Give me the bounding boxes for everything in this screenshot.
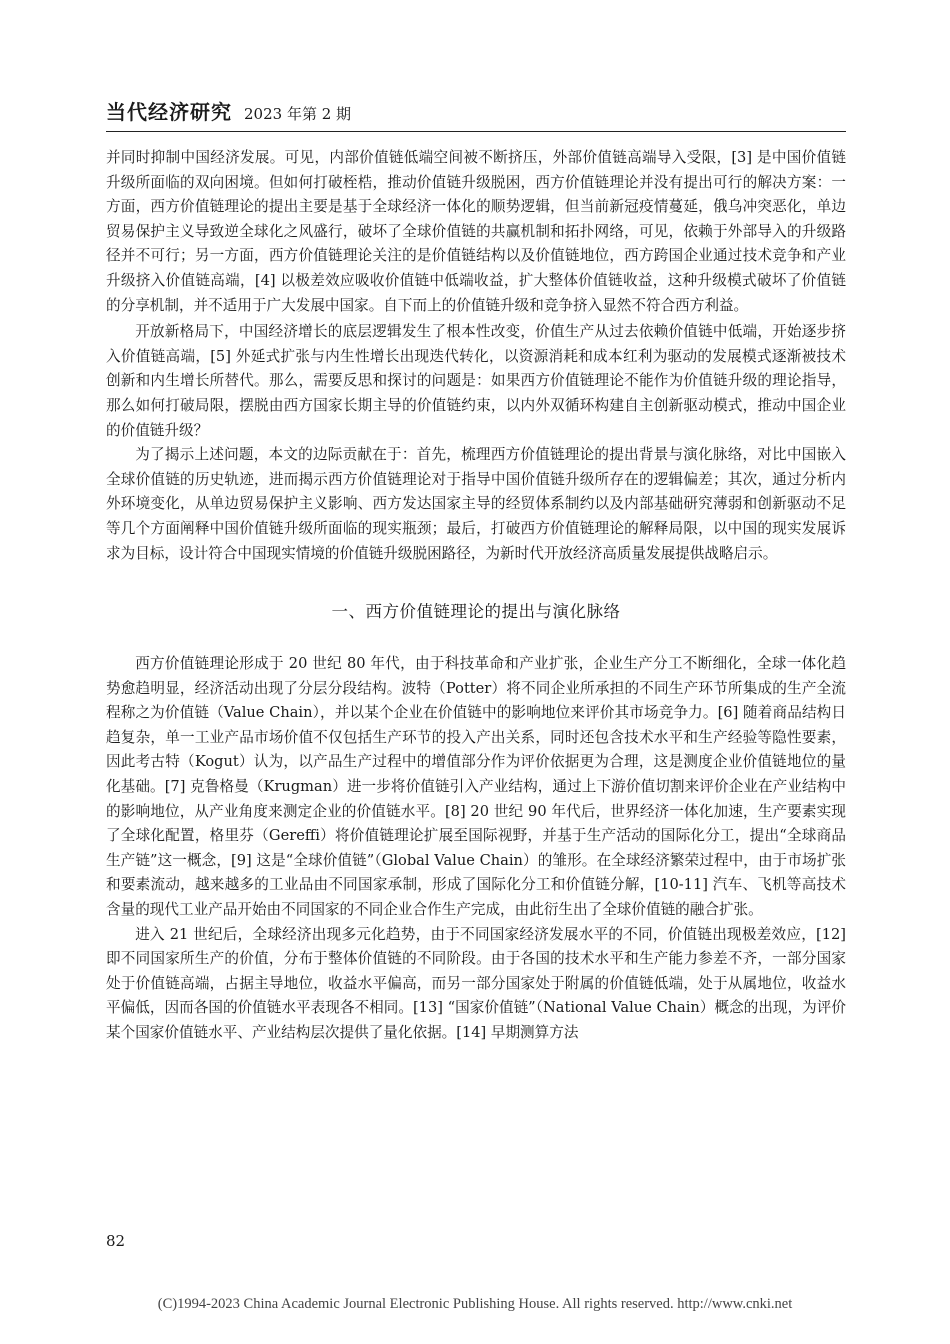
page-number: 82 xyxy=(106,1232,126,1250)
section-paragraph-1: 西方价值链理论形成于 20 世纪 80 年代，由于科技革命和产业扩张，企业生产分工不断细化，全球一体化趋势愈趋明显，经济活动出现了分层分段结构。波特（Potter）将不同企业所承担的不同生产环节所集成的生产全流程称之为价值链（Value Chain），并以某个企业在价值链中的影响地位来评价其市场竞争力。[6] 随着商品结构日趋复杂，单一工业产品市场价值不仅包括生产环节的投入产出关系，同时还包含技术水平和生产经验等隐性要素，因此考古特（Kogut）认为，以产品生产过程中的增值部分作为评价依据更为合理，这是测度企业价值链地位的量化基础。[7] 克鲁格曼（Krugman）进一步将价值链引入产业结构，通过上下游价值切割来评价企业在产业结构中的影响地位，从产业角度来测定企业的价值链水平。[8] 20 世纪 90 年代后，世界经济一体化加速，生产要素实现了全球化配置，格里芬（Gereffi）将价值链理论扩展至国际视野，并基于生产活动的国际化分工，提出“全球商品生产链”这一概念，[9] 这是“全球价值链”（Global Value Chain）的雏形。在全球经济繁荣过程中，由于市场扩张和要素流动，越来越多的工业品由不同国家承制，形成了国际化分工和价值链分解，[10-11] 汽车、飞机等高技术含量的现代工业产品开始由不同国家的不同企业合作生产完成，由此衍生出了全球价值链的融合扩张。 xyxy=(106,655,846,919)
issue-label: 2023 年第 2 期 xyxy=(244,105,352,123)
paragraph-1: 并同时抑制中国经济发展。可见，内部价值链低端空间被不断挤压，外部价值链高端导入受限，[3] 是中国价值链升级所面临的双向困境。但如何打破桎梏，推动价值链升级脱困，西方价值链理论并没有提出可行的解决方案：一方面，西方价值链理论的提出主要是基于全球经济一体化的顺势逻辑，但当前新冠疫情蔓延，俄乌冲突恶化，单边贸易保护主义导致逆全球化之风盛行，破坏了全球价值链的共赢机制和拓扑网络，可见，依赖于外部导入的升级路径并不可行；另一方面，西方价值链理论关注的是价值链结构以及价值链地位，西方跨国企业通过技术竞争和产业升级挤入价值链高端，[4] 以极差效应吸收价值链中低端收益，扩大整体价值链收益，这种升级模式破坏了价值链的分享机制，并不适用于广大发展中国家。自下而上的价值链升级和竞争挤入显然不符合西方利益。 xyxy=(106,149,846,314)
paragraph-2: 开放新格局下，中国经济增长的底层逻辑发生了根本性改变，价值生产从过去依赖价值链中低端，开始逐步挤入价值链高端，[5] 外延式扩张与内生性增长出现迭代转化，以资源消耗和成本红利为驱动的发展模式逐渐被技术创新和内生增长所替代。那么，需要反思和探讨的问题是：如果西方价值链理论不能作为价值链升级的理论指导，那么如何打破局限，摆脱由西方国家长期主导的价值链约束，以内外双循环构建自主创新驱动模式，推动中国企业的价值链升级？ xyxy=(106,323,846,439)
header-rule xyxy=(106,131,846,132)
running-header xyxy=(106,96,846,130)
article-body xyxy=(106,146,846,1046)
journal-title: 当代经济研究 xyxy=(106,100,232,124)
section-heading: 一、西方价值链理论的提出与演化脉络 xyxy=(331,602,621,622)
section-paragraph-2: 进入 21 世纪后，全球经济出现多元化趋势，由于不同国家经济发展水平的不同，价值链出现极差效应，[12] 即不同国家所生产的价值，分布于整体价值链的不同阶段。由于各国的技术水平和生产能力参差不齐，一部分国家处于价值链高端，占据主导地位，收益水平偏高，而另一部分国家处于附属的价值链低端，处于从属地位，收益水平偏低，因而各国的价值链水平表现各不相同。[13] “国家价值链”（National Value Chain）概念的出现，为评价某个国家价值链水平、产业结构层次提供了量化依据。[14] 早期测算方法 xyxy=(106,925,846,1041)
paragraph-3: 为了揭示上述问题，本文的边际贡献在于：首先，梳理西方价值链理论的提出背景与演化脉络，对比中国嵌入全球价值链的历史轨迹，进而揭示西方价值链理论对于指导中国价值链升级所存在的逻辑偏差；其次，通过分析内外环境变化，从单边贸易保护主义影响、西方发达国家主导的经贸体系制约以及内部基础研究薄弱和创新驱动不足等几个方面阐释中国价值链升级所面临的现实瓶颈；最后，打破西方价值链理论的解释局限，以中国的现实发展诉求为目标，设计符合中国现实情境的价值链升级脱困路径，为新时代开放经济高质量发展提供战略启示。 xyxy=(106,446,846,562)
copyright-footer: (C)1994-2023 China Academic Journal Electronic Publishing House. All rights reserved. http://www.cnki.net xyxy=(157,1296,793,1312)
